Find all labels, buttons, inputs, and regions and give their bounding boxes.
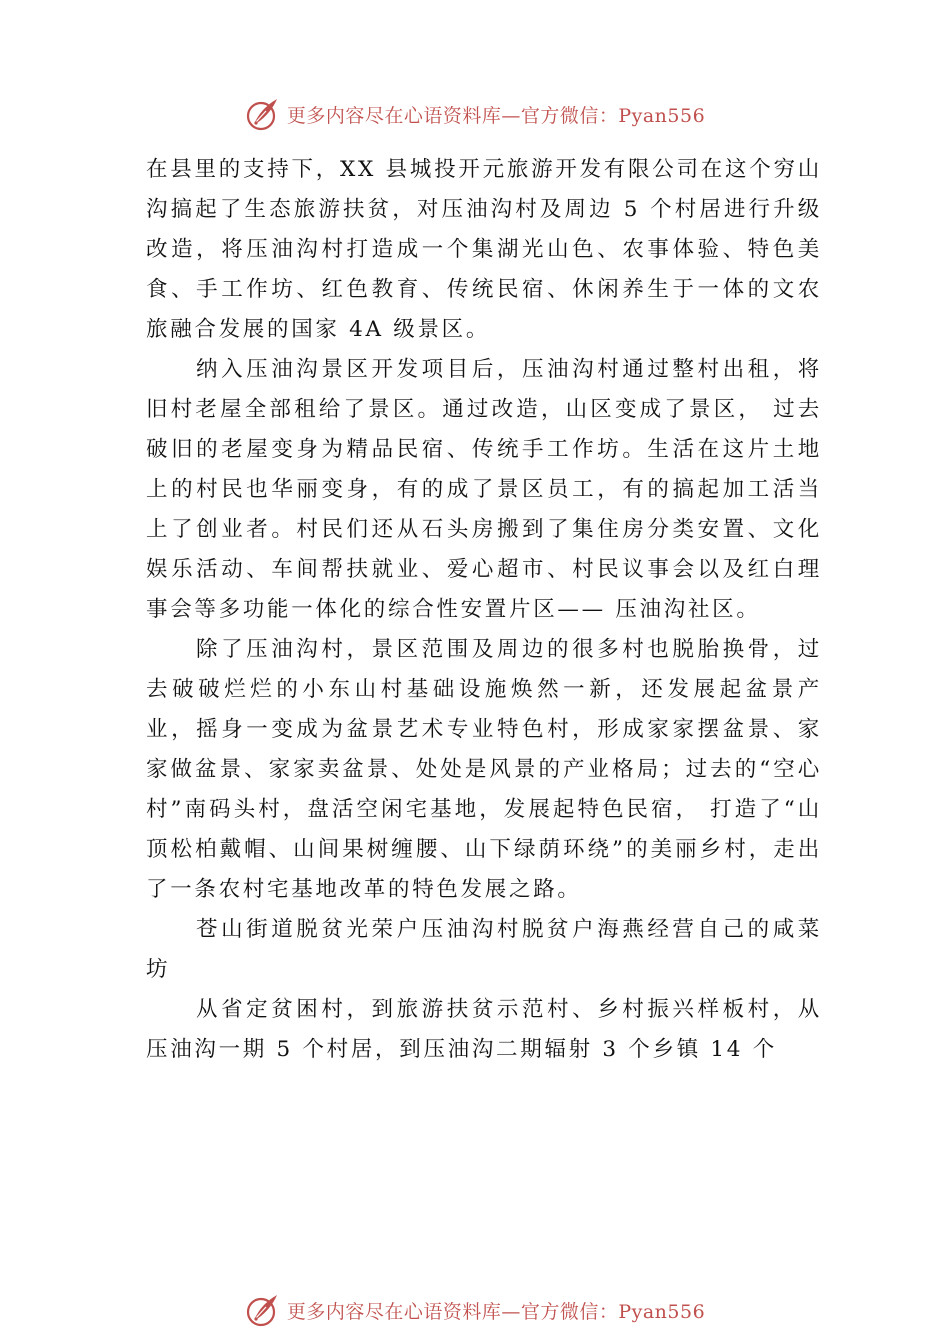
paragraph-4: 苍山街道脱贫光荣户压油沟村脱贫户海燕经营自己的咸菜坊 (146, 917, 822, 982)
quill-pen-circle-icon (245, 96, 281, 132)
paragraph-2: 纳入压油沟景区开发项目后，压油沟村通过整村出租，将旧村老屋全部租给了景区。通过改造，山区变成了景区， 过去破旧的老屋变身为精品民宿、传统手工作坊。生活在这片土地上的村民也华丽变身，有的成了景区员工，有的搞起加工活当上了创业者。村民们还从石头房搬到了集住房分类安置、文化娱乐活动、车间帮扶就业、爱心超市、村民议事会以及红白理事会等多功能一体化的综合性安置片区—— 压油沟社区。 (146, 357, 822, 622)
header-banner-text: 更多内容尽在心语资料库—官方微信：Pyan556 (286, 104, 706, 127)
footer-banner (0, 1292, 950, 1328)
document-body (146, 150, 822, 1070)
header-banner (0, 96, 950, 132)
paragraph-1: 在县里的支持下，XX 县城投开元旅游开发有限公司在这个穷山沟搞起了生态旅游扶贫，对压油沟村及周边 5 个村居进行升级改造，将压油沟村打造成一个集湖光山色、农事体验、特色美食、手工作坊、红色教育、传统民宿、休闲养生于一体的文农旅融合发展的国家 4A 级景区。 (146, 157, 822, 342)
paragraph-3: 除了压油沟村，景区范围及周边的很多村也脱胎换骨，过去破破烂烂的小东山村基础设施焕然一新，还发展起盆景产业，摇身一变成为盆景艺术专业特色村，形成家家摆盆景、家家做盆景、家家卖盆景、处处是风景的产业格局；过去的“空心村”南码头村，盘活空闲宅基地，发展起特色民宿， 打造了“山顶松柏戴帽、山间果树缠腰、山下绿荫环绕”的美丽乡村，走出了一条农村宅基地改革的特色发展之路。 (146, 637, 822, 902)
footer-banner-text: 更多内容尽在心语资料库—官方微信：Pyan556 (286, 1300, 706, 1323)
quill-pen-circle-icon (245, 1292, 281, 1328)
paragraph-5: 从省定贫困村，到旅游扶贫示范村、乡村振兴样板村，从压油沟一期 5 个村居，到压油沟二期辐射 3 个乡镇 14 个 (146, 997, 822, 1062)
